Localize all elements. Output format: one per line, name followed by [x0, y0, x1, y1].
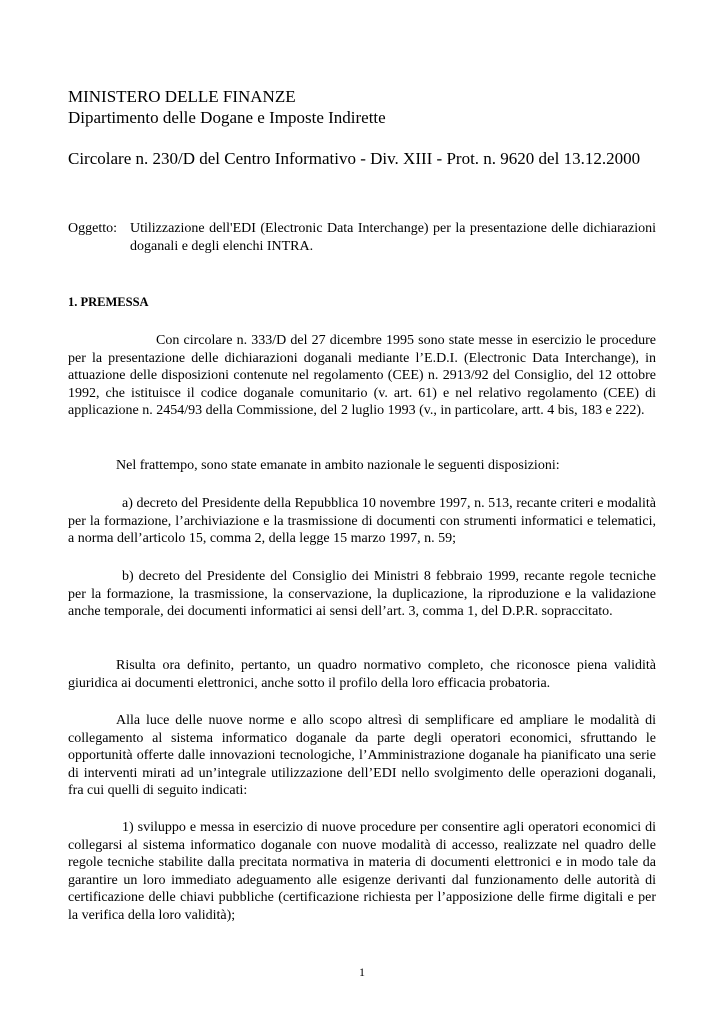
list-item-b: b) decreto del Presidente del Consiglio dei Ministri 8 febbraio 1999, recante regole tecniche per la formazione, la trasmissione, la conservazione, la duplicazione, la riproduzione e la validazione anche temporale, dei documenti informatici ai sensi dell’art. 3, comma 1, del D.P.R. sopraccitato.: [68, 569, 656, 619]
subject-block: [68, 220, 656, 256]
subject-text: Utilizzazione dell'EDI (Electronic Data Interchange) per la presentazione delle dichiarazioni doganali e degli elenchi INTRA.: [130, 221, 656, 254]
paragraph-disposizioni-intro: Nel frattempo, sono state emanate in ambito nazionale le seguenti disposizioni:: [116, 458, 560, 473]
paragraph-nuove-norme: Alla luce delle nuove norme e allo scopo altresì di semplificare ed ampliare le modalità di collegamento al sistema informatico doganale da parte degli operatori economici, sfruttando le opportunità offerte dalle innovazioni tecnologiche, l’Amministrazione doganale ha pianificato una serie di interventi mirati ad un’integrale utilizzazione dell’EDI nello svolgimento delle operazioni doganali, fra cui quelli di seguito indicati:: [68, 713, 656, 798]
list-item-a: a) decreto del Presidente della Repubblica 10 novembre 1997, n. 513, recante criteri e modalità per la formazione, l’archiviazione e la trasmissione di documenti con strumenti informatici e telematici, a norma dell’articolo 15, comma 2, della legge 15 marzo 1997, n. 59;: [68, 496, 656, 546]
paragraph-premessa: Con circolare n. 333/D del 27 dicembre 1995 sono state messe in esercizio le procedure per la presentazione delle dichiarazioni doganali mediante l’E.D.I. (Electronic Data Interchange), in attuazione delle disposizioni contenute nel regolamento (CEE) n. 2913/92 del Consiglio, del 12 ottobre 1992, che istituisce il codice doganale comunitario (v. art. 61) e nel relativo regolamento (CEE) di applicazione n. 2454/93 della Commissione, del 2 luglio 1993 (v., in particolare, artt. 4 bis, 183 e 222).: [68, 333, 656, 418]
list-item-1: 1) sviluppo e messa in esercizio di nuove procedure per consentire agli operatori economici di collegarsi al sistema informatico doganale con nuove modalità di accesso, realizzate nel quadro delle regole tecniche stabilite dalla precitata normativa in materia di documenti elettronici e in modo tale da garantire un loro immediato adeguamento alle esigenze derivanti dal funzionamento delle autorità di certificazione delle chiavi pubbliche (certificazione richiesta per l’apposizione delle firme digitali e per la verifica della loro validità);: [68, 820, 656, 923]
page-number: 1: [359, 965, 365, 979]
paragraph-quadro-normativo: Risulta ora definito, pertanto, un quadro normativo completo, che riconosce piena validità giuridica ai documenti elettronici, anche sotto il profilo della loro efficacia probatoria.: [68, 658, 656, 691]
subject-label: Oggetto:: [68, 221, 117, 236]
ministry-heading: MINISTERO DELLE FINANZE: [68, 87, 296, 106]
department-heading: Dipartimento delle Dogane e Imposte Indirette: [68, 108, 386, 127]
section-title: 1. PREMESSA: [68, 295, 149, 309]
circular-reference: Circolare n. 230/D del Centro Informativo - Div. XIII - Prot. n. 9620 del 13.12.2000: [68, 149, 641, 168]
